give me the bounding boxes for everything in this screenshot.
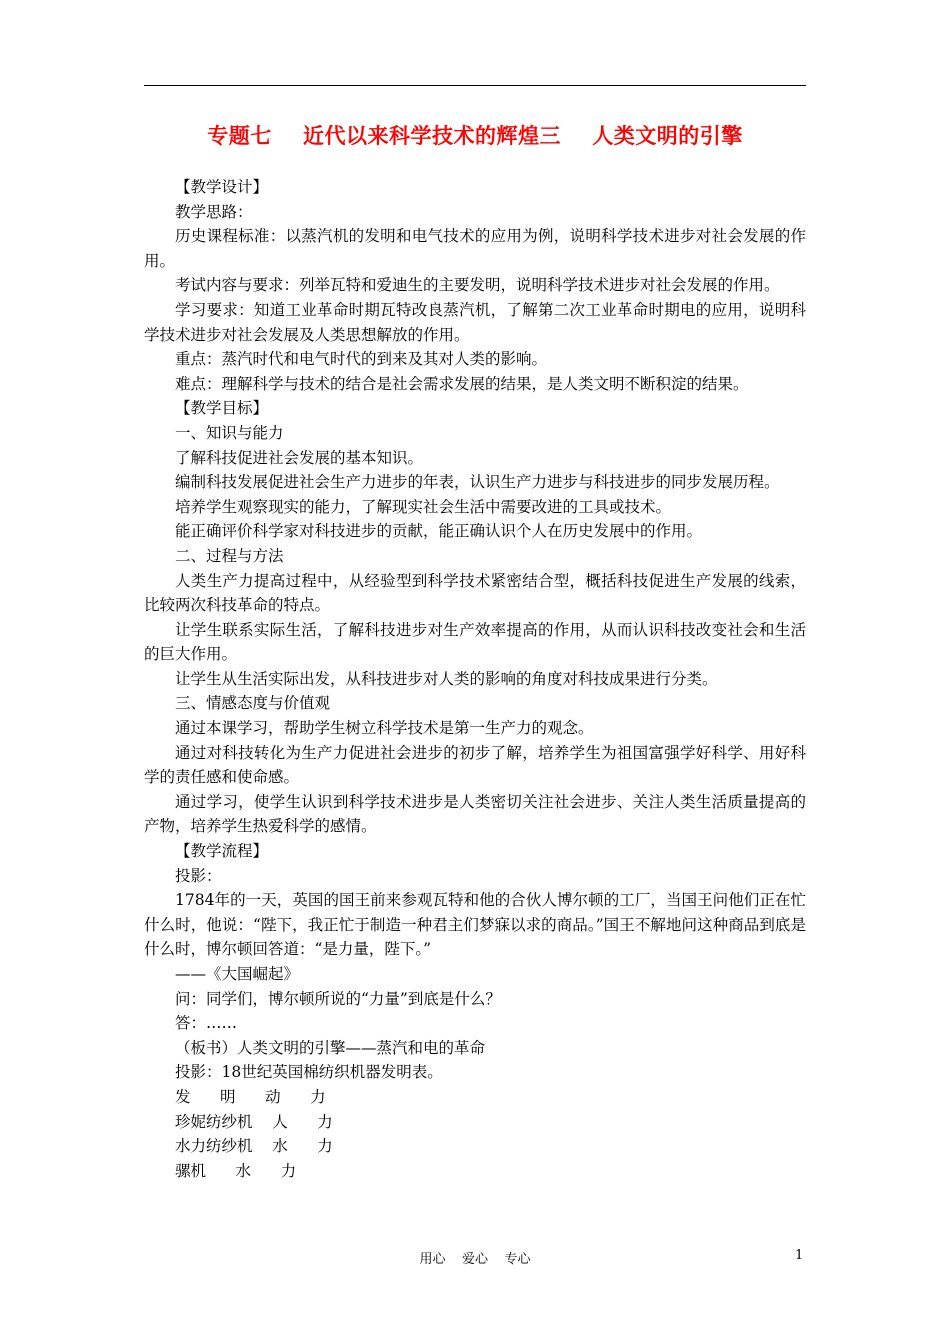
paragraph: 人类生产力提高过程中，从经验型到科学技术紧密结合型，概括科技促进生产发展的线索，比较两次科技革命的特点。: [144, 571, 806, 615]
section-heading-flow: 【教学流程】: [175, 842, 269, 861]
subheading: 三、情感态度与价值观: [175, 694, 331, 713]
paragraph: 让学生联系实际生活，了解科技进步对生产效率提高的作用，从而认识科技改变社会和生活的巨大作用。: [144, 620, 806, 664]
page-number: 1: [795, 1248, 804, 1263]
paragraph: 通过对科技转化为生产力促进社会进步的初步了解，培养学生为祖国富强学好科学、用好科学的责任感和使命感。: [144, 743, 806, 787]
section-heading-goals: 【教学目标】: [175, 399, 269, 418]
table-row: 珍妮纺纱机 人 力: [175, 1112, 333, 1131]
table-row: 骡机 水 力: [175, 1161, 297, 1180]
quote-paragraph: 1784年的一天，英国的国王前来参观瓦特和他的合伙人博尔顿的工厂，当国王问他们正在忙什么时，他说：“陛下，我正忙于制造一种君主们梦寐以求的商品。”国王不解地问这种商品到底是什么时，博尔顿回答道：“是力量，陛下。”: [144, 891, 806, 959]
paragraph: 投影：: [175, 866, 222, 885]
footer-text: 用心 爱心 专心: [419, 1252, 531, 1267]
header-rule: [144, 85, 806, 86]
board-note: （板书）人类文明的引擎——蒸汽和电的革命: [175, 1038, 486, 1057]
paragraph: 编制科技发展促进社会生产力进步的年表，认识生产力进步与科技进步的同步发展历程。: [175, 473, 780, 492]
paragraph: 培养学生观察现实的能力，了解现实社会生活中需要改进的工具或技术。: [175, 497, 672, 516]
paragraph: 历史课程标准：以蒸汽机的发明和电气技术的应用为例，说明科学技术进步对社会发展的作用。: [144, 227, 806, 270]
paragraph: 考试内容与要求：列举瓦特和爱迪生的主要发明，说明科学技术进步对社会发展的作用。: [175, 276, 780, 295]
paragraph: 让学生从生活实际出发，从科技进步对人类的影响的角度对科技成果进行分类。: [175, 669, 718, 688]
quote-source: ——《大国崛起》: [175, 965, 300, 983]
paragraph: 学习要求：知道工业革命时期瓦特改良蒸汽机，了解第二次工业革命时期电的应用，说明科学技术进步对社会发展及人类思想解放的作用。: [144, 300, 806, 344]
paragraph: 了解科技促进社会发展的基本知识。: [175, 448, 424, 467]
answer: 答：……: [175, 1014, 238, 1033]
paragraph: 难点：理解科学与技术的结合是社会需求发展的结果，是人类文明不断积淀的结果。: [175, 374, 749, 393]
paragraph: 通过学习，使学生认识到科学技术进步是人类密切关注社会进步、关注人类生活质量提高的产物，培养学生热爱科学的感情。: [144, 792, 806, 836]
document-body: [144, 175, 806, 1183]
table-row: 水力纺纱机 水 力: [175, 1137, 333, 1156]
paragraph: 投影：18世纪英国棉纺织机器发明表。: [175, 1063, 443, 1082]
section-heading-design: 【教学设计】: [175, 178, 269, 196]
table-header-row: 发 明 动 力: [175, 1087, 326, 1106]
document-title: 专题七 近代以来科学技术的辉煌三 人类文明的引擎: [207, 123, 743, 148]
subheading: 二、过程与方法: [175, 546, 284, 565]
paragraph: 教学思路：: [175, 202, 253, 221]
paragraph: 通过本课学习，帮助学生树立科学技术是第一生产力的观念。: [175, 719, 594, 738]
paragraph: 能正确评价科学家对科技进步的贡献，能正确认识个人在历史发展中的作用。: [175, 522, 703, 541]
subheading: 一、知识与能力: [175, 423, 284, 442]
question: 问：同学们，博尔顿所说的“力量”到底是什么？: [175, 989, 501, 1008]
paragraph: 重点：蒸汽时代和电气时代的到来及其对人类的影响。: [175, 350, 548, 369]
